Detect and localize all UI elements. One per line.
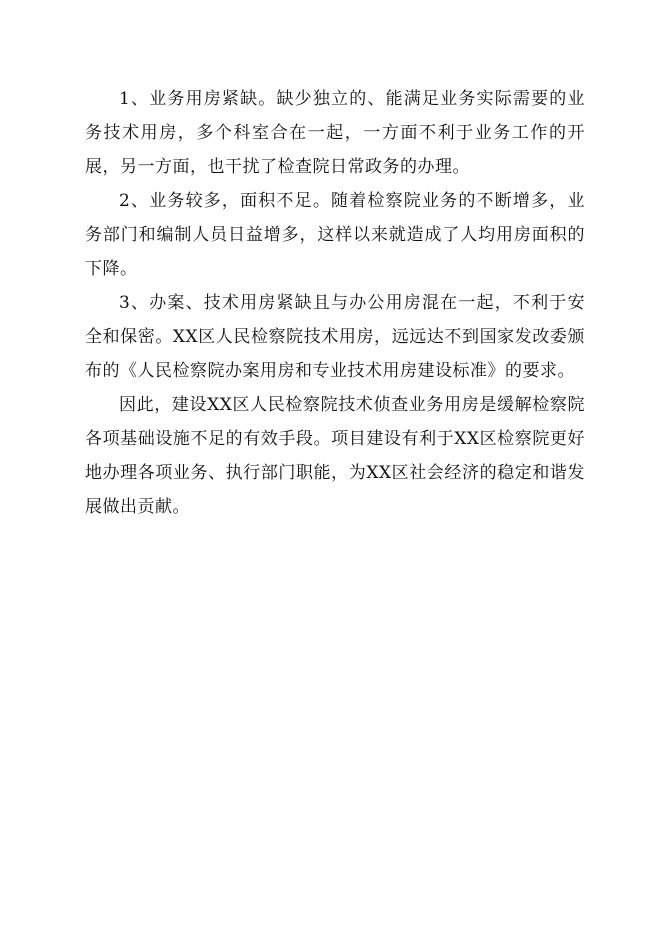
paragraph-1: 1、业务用房紧缺。缺少独立的、能满足业务实际需要的业务技术用房，多个科室合在一起，一方面不利于业务工作的开展，另一方面，也干扰了检查院日常政务的办理。 — [85, 89, 585, 177]
document-body — [85, 82, 585, 524]
paragraph-2: 2、业务较多，面积不足。随着检察院业务的不断增多，业务部门和编制人员日益增多，这样以来就造成了人均用房面积的下降。 — [85, 191, 585, 279]
paragraph-3: 3、办案、技术用房紧缺且与办公用房混在一起，不利于安全和保密。XX区人民检察院技术用房，远远达不到国家发改委颁布的《人民检察院办案用房和专业技术用房建设标准》的要求。 — [85, 293, 585, 381]
paragraph-4: 因此，建设XX区人民检察院技术侦查业务用房是缓解检察院各项基础设施不足的有效手段。项目建设有利于XX区检察院更好地办理各项业务、执行部门职能，为XX区社会经济的稳定和谐发展做出贡献。 — [85, 395, 585, 517]
